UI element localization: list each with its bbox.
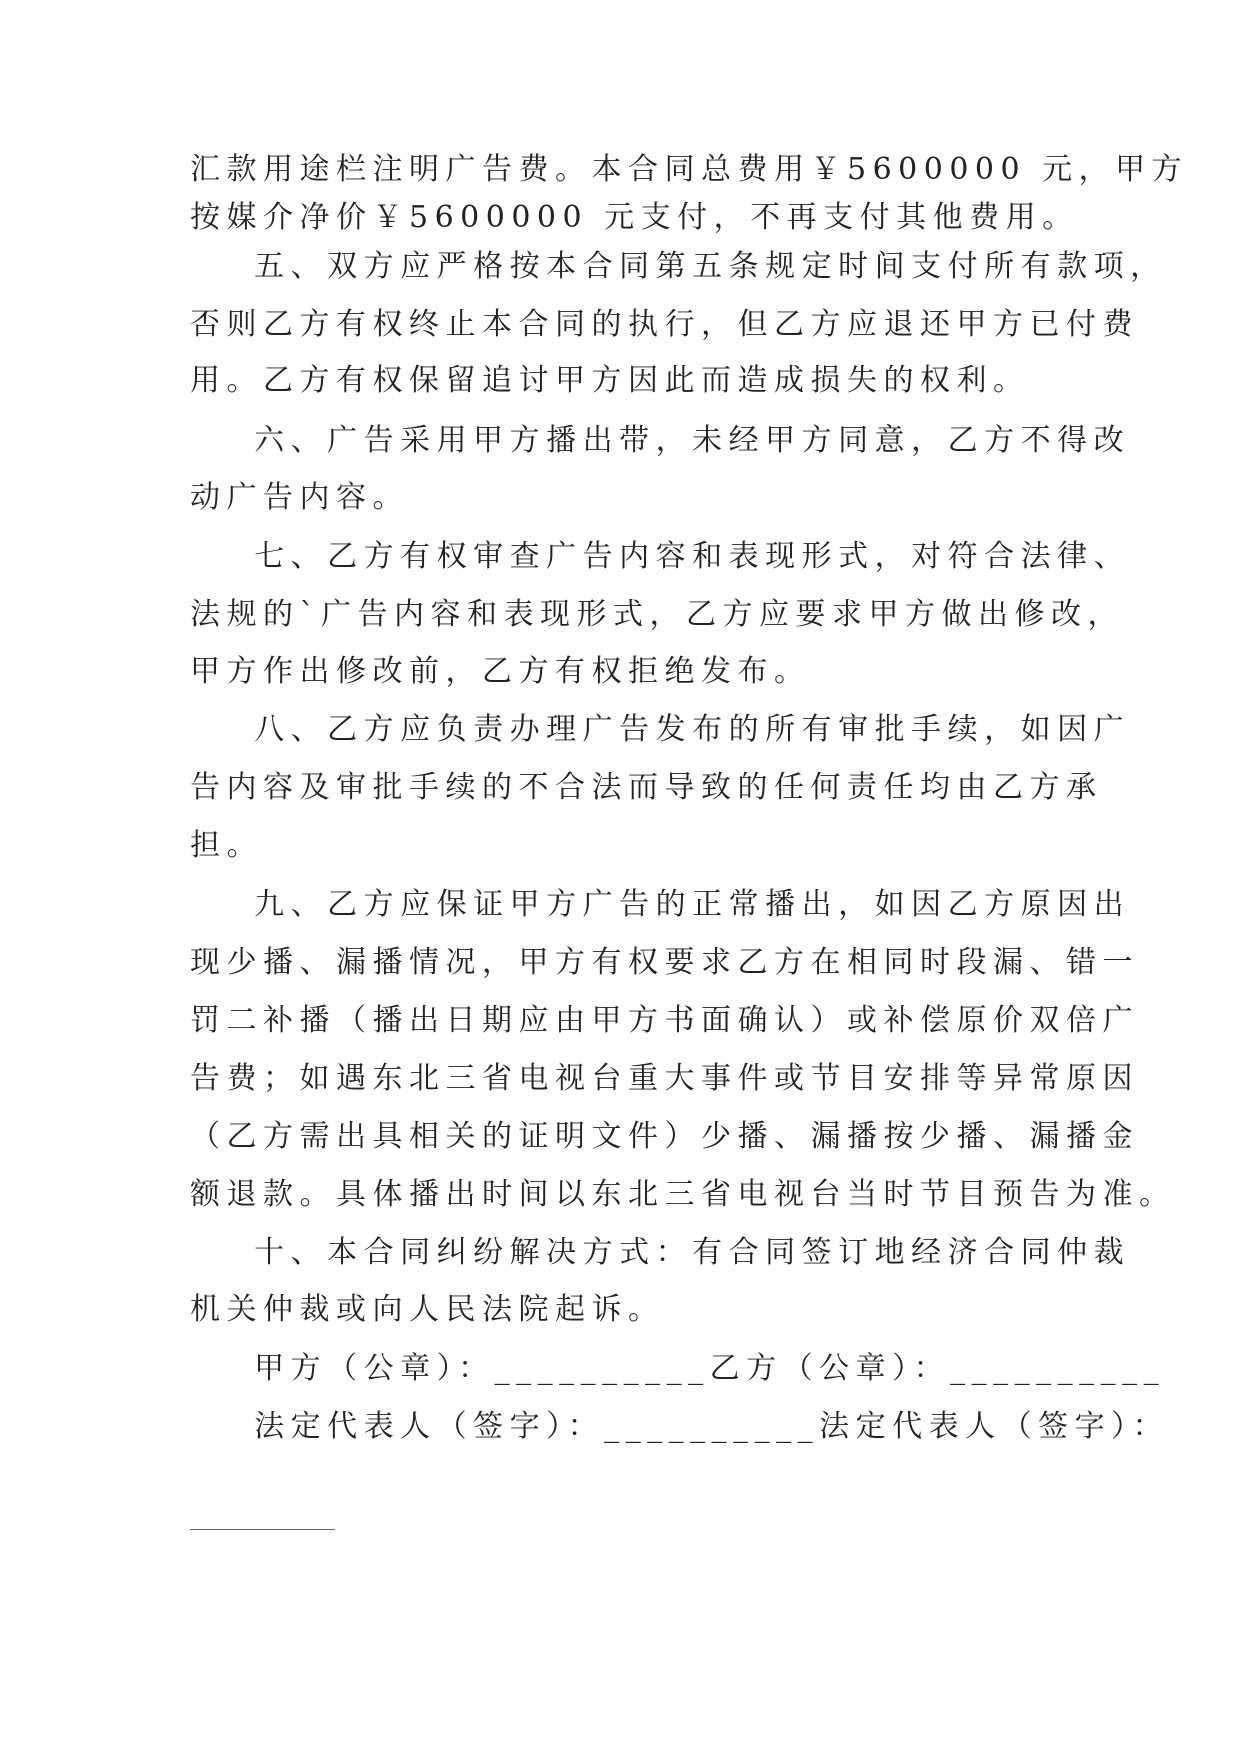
text-line: 用。乙方有权保留追讨甲方因此而造成损失的权利。 [190,363,1030,398]
text-line: 额退款。具体播出时间以东北三省电视台当时节目预告为准。 [190,1177,1176,1212]
signature-line-party-a-b: 甲方（公章）：__________乙方（公章）：__________ [190,1351,1166,1386]
text-line: 汇款用途栏注明广告费。本合同总费用￥5600000 元，甲方 [190,152,1189,187]
text-line: 十、本合同纠纷解决方式：有合同签订地经济合同仲裁 [190,1235,1131,1270]
text-line: 八、乙方应负责办理广告发布的所有审批手续，如因广 [190,712,1131,747]
text-line: 担。 [190,828,263,863]
text-line: 否则乙方有权终止本合同的执行，但乙方应退还甲方已付费 [190,307,1139,342]
text-line: 告内容及审批手续的不合法而导致的任何责任均由乙方承 [190,770,1103,805]
text-line: 甲方作出修改前，乙方有权拒绝发布。 [190,654,811,689]
text-line: 机关仲裁或向人民法院起诉。 [190,1292,665,1327]
text-line: 六、广告采用甲方播出带，未经甲方同意，乙方不得改 [190,423,1131,458]
signature-line-legal-reps: 法定代表人（签字）：__________法定代表人（签字）： [190,1409,1170,1444]
text-line: 五、双方应严格按本合同第五条规定时间支付所有款项， [190,249,1167,284]
text-line: 动广告内容。 [190,480,409,515]
text-line: （乙方需出具相关的证明文件）少播、漏播按少播、漏播金 [190,1119,1139,1154]
text-line: 现少播、漏播情况，甲方有权要求乙方在相同时段漏、错一 [190,945,1139,980]
text-line: 法规的`广告内容和表现形式，乙方应要求甲方做出修改， [190,597,1124,632]
text-line: 按媒介净价￥5600000 元支付，不再支付其他费用。 [190,200,1079,235]
text-line: 九、乙方应保证甲方广告的正常播出，如因乙方原因出 [190,887,1131,922]
text-line: 七、乙方有权审查广告内容和表现形式，对符合法律、 [190,539,1131,574]
text-line: 告费；如遇东北三省电视台重大事件或节目安排等异常原因 [190,1061,1139,1096]
text-line: 罚二补播（播出日期应由甲方书面确认）或补偿原价双倍广 [190,1003,1139,1038]
footer-rule [190,1529,335,1530]
